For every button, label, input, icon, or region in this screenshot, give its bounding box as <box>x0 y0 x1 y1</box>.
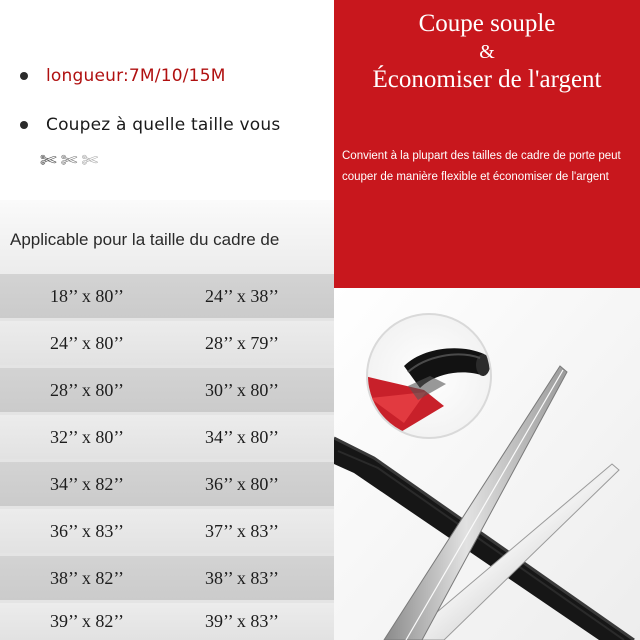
scissors-icon: ✄ <box>81 148 99 172</box>
size-cell: 30’’ x 80’’ <box>205 379 279 400</box>
promo-description: Convient à la plupart des tailles de cadre de porte peut couper de manière flexible et économiser de l'argent <box>342 150 621 183</box>
scissors-icon: ✄ <box>60 148 78 172</box>
promo-title-ampersand: & <box>479 41 495 63</box>
feature-panel <box>0 0 334 200</box>
bullet-icon <box>20 121 28 129</box>
scissors-glyph-row <box>40 148 98 172</box>
size-cell: 28’’ x 80’’ <box>50 379 124 400</box>
size-cell: 18’’ x 80’’ <box>50 285 124 306</box>
length-label: longueur:7M/10/15M <box>46 66 226 86</box>
size-cell: 39’’ x 83’’ <box>205 611 279 631</box>
product-photo <box>334 288 640 640</box>
feature-length <box>20 66 226 86</box>
table-row <box>0 462 334 506</box>
table-row <box>0 415 334 459</box>
cut-label: Coupez à quelle taille vous <box>46 115 281 135</box>
table-row <box>0 509 334 553</box>
size-cell: 28’’ x 79’’ <box>205 332 279 353</box>
size-cell: 38’’ x 82’’ <box>50 567 124 588</box>
promo-panel <box>334 0 640 288</box>
size-cell: 38’’ x 83’’ <box>205 567 279 588</box>
feature-cut <box>20 115 280 135</box>
size-cell: 32’’ x 80’’ <box>50 426 124 447</box>
size-cell: 36’’ x 80’’ <box>205 473 279 494</box>
table-row <box>0 603 334 640</box>
size-cell: 39’’ x 82’’ <box>50 611 124 631</box>
table-row <box>0 274 334 318</box>
size-cell: 24’’ x 38’’ <box>205 285 279 306</box>
size-cell: 34’’ x 80’’ <box>205 426 279 447</box>
size-cell: 34’’ x 82’’ <box>50 473 124 494</box>
size-cell: 37’’ x 83’’ <box>205 520 279 541</box>
product-photo-illustration <box>334 288 640 640</box>
table-row <box>0 556 334 600</box>
table-row <box>0 368 334 412</box>
bullet-icon <box>20 72 28 80</box>
scissors-icon: ✄ <box>40 148 57 172</box>
promo-title-line3: Économiser de l'argent <box>372 66 602 93</box>
size-cell: 24’’ x 80’’ <box>50 332 124 353</box>
table-row <box>0 321 334 365</box>
sizes-table <box>0 200 334 640</box>
promo-title-line1: Coupe souple <box>418 10 556 37</box>
size-cell: 36’’ x 83’’ <box>50 520 124 541</box>
sizes-heading: Applicable pour la taille du cadre de <box>0 200 334 274</box>
